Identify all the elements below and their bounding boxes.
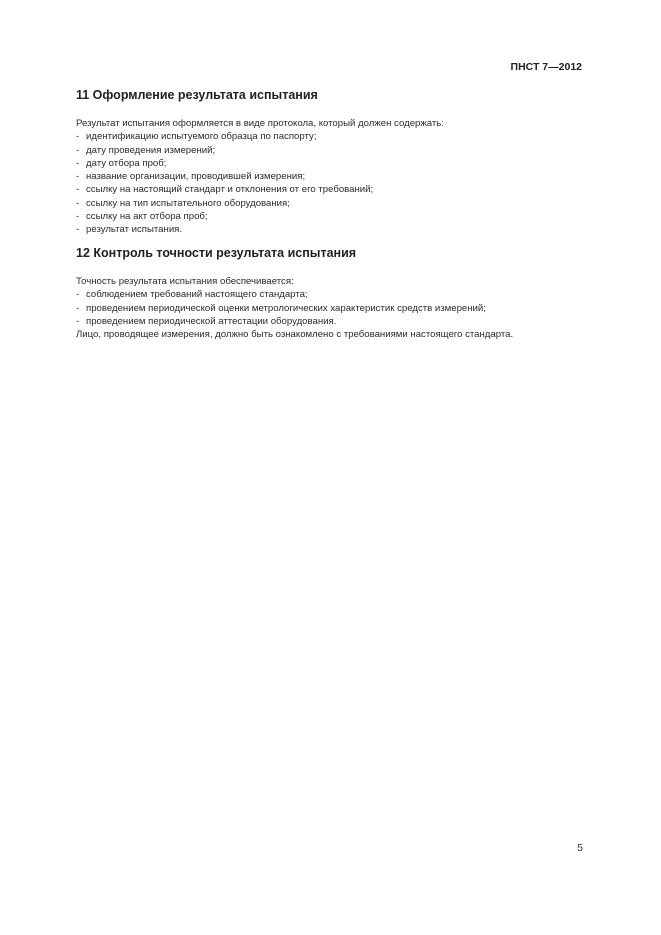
page-number: 5 [577, 842, 583, 854]
section-11-intro: Результат испытания оформляется в виде протокола, который должен содержать: [76, 118, 444, 129]
section-12-list [76, 288, 596, 328]
section-11-list [76, 130, 596, 236]
list-item: - соблюдением требований настоящего стандарта; [76, 288, 596, 301]
list-item: - результат испытания. [76, 223, 596, 236]
list-item: - дату отбора проб; [76, 157, 596, 170]
section-11 [76, 88, 596, 237]
section-12-closing: Лицо, проводящее измерения, должно быть ознакомлено с требованиями настоящего стандарта. [76, 329, 514, 341]
section-12 [76, 246, 596, 341]
list-item: - проведением периодической оценки метрологических характеристик средств измерений; [76, 302, 596, 315]
list-item: - ссылку на тип испытательного оборудования; [76, 197, 596, 210]
list-item: - идентификацию испытуемого образца по паспорту; [76, 130, 596, 143]
list-item: - ссылку на акт отбора проб; [76, 210, 596, 223]
list-item: - ссылку на настоящий стандарт и отклонения от его требований; [76, 183, 596, 196]
list-item: - название организации, проводившей измерения; [76, 170, 596, 183]
section-12-intro: Точность результата испытания обеспечивается: [76, 276, 294, 287]
section-11-title: 11 Оформление результата испытания [76, 88, 318, 102]
document-code: ПНСТ 7—2012 [510, 61, 582, 73]
list-item: - дату проведения измерений; [76, 144, 596, 157]
list-item: - проведением периодической аттестации оборудования. [76, 315, 596, 328]
section-12-title: 12 Контроль точности результата испытания [76, 246, 357, 260]
